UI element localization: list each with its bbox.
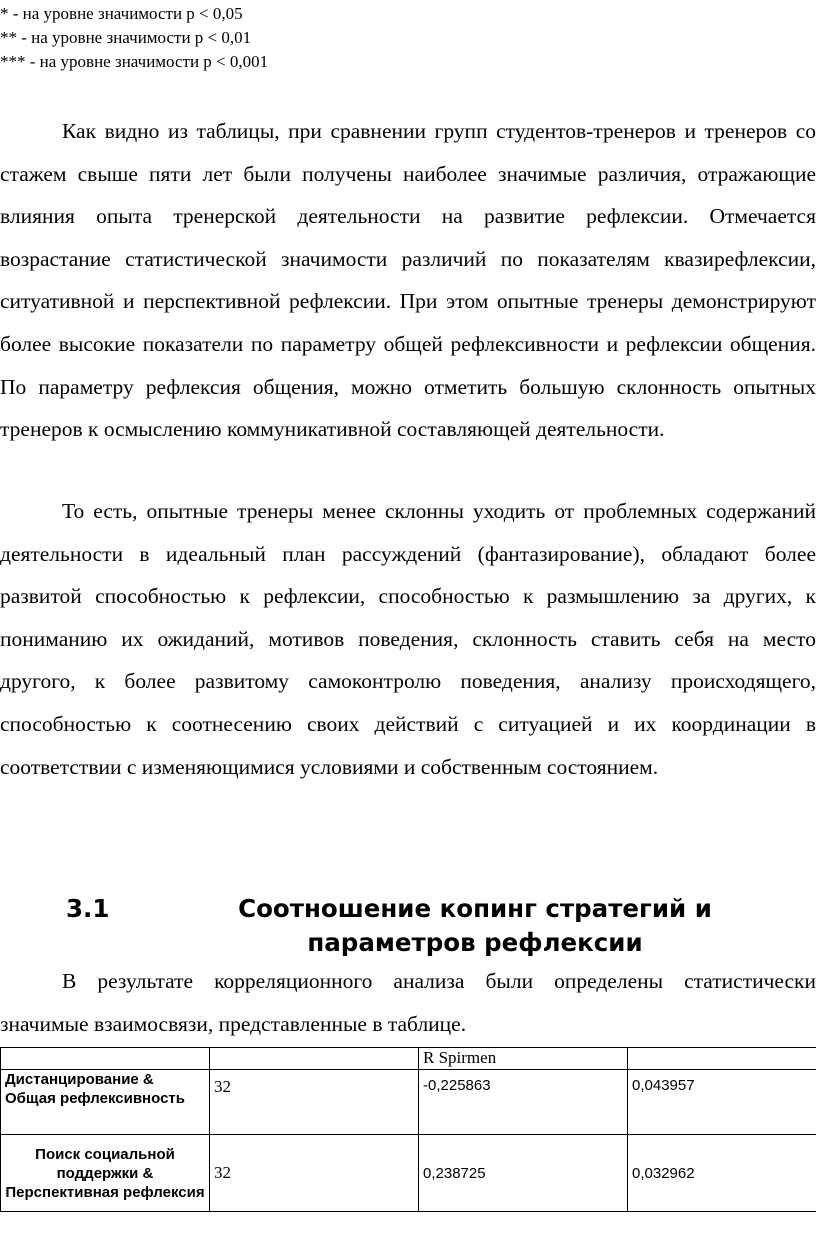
header-cell — [628, 1048, 816, 1070]
note-p005: * - на уровне значимости р < 0,05 — [0, 4, 243, 23]
row-label: Дистанцирование & Общая рефлексивность — [1, 1070, 210, 1135]
section-title: Соотношение копинг стратегий и параметров рефлексии — [238, 894, 712, 957]
section-number: 3.1 — [66, 894, 110, 923]
p-value: 0,043957 — [628, 1070, 816, 1135]
significance-notes — [0, 2, 268, 74]
paragraph-conclusion: То есть, опытные тренеры менее склонны уходить от проблемных содержаний деятельности в идеальный план рассуждений (фантазирование), обладают более развитой способностью к рефлексии, способностью к размышлению за других, к пониманию их ожиданий, мотивов поведения, склонность ставить себя на место другого, к более развитому самоконтролю поведения, анализу происходящего, способностью к соотнесению своих действий с ситуацией и их координации в соответствии с изменяющимися условиями и собственным состоянием. — [0, 499, 816, 779]
correlation-value: 0,238725 — [419, 1135, 628, 1212]
note-p001: ** - на уровне значимости р < 0,01 — [0, 28, 252, 47]
paragraph-intro: В результате корреляционного анализа были определены статистически значимые взаимосвязи, представленные в таблице. — [0, 969, 816, 1036]
row-label: Поиск социальной поддержки & Перспективная рефлексия — [1, 1135, 210, 1212]
p-value: 0,032962 — [628, 1135, 816, 1212]
table-header-row — [1, 1048, 816, 1070]
header-cell — [1, 1048, 210, 1070]
header-cell-r-spirmen: R Spirmen — [419, 1048, 628, 1070]
header-cell — [210, 1048, 419, 1070]
table-row — [1, 1135, 816, 1212]
correlation-value: -0,225863 — [419, 1070, 628, 1135]
sample-size: 32 — [210, 1135, 419, 1212]
sample-size: 32 — [210, 1070, 419, 1135]
note-p0001: *** - на уровне значимости р < 0,001 — [0, 52, 269, 71]
paragraph-comparison: Как видно из таблицы, при сравнении групп студентов-тренеров и тренеров со стажем свыше пяти лет были получены наиболее значимые различия, отражающие влияния опыта тренерской деятельности на развитие рефлексии. Отмечается возрастание статистической значимости различий по показателям квазирефлексии, ситуативной и перспективной рефлексии. При этом опытные тренеры демонстрируют более высокие показатели по параметру общей рефлексивности и рефлексии общения. По параметру рефлексия общения, можно отметить большую склонность опытных тренеров к осмыслению коммуникативной составляющей деятельности. — [0, 119, 816, 442]
table-row — [1, 1070, 816, 1135]
correlation-table — [0, 1047, 816, 1212]
